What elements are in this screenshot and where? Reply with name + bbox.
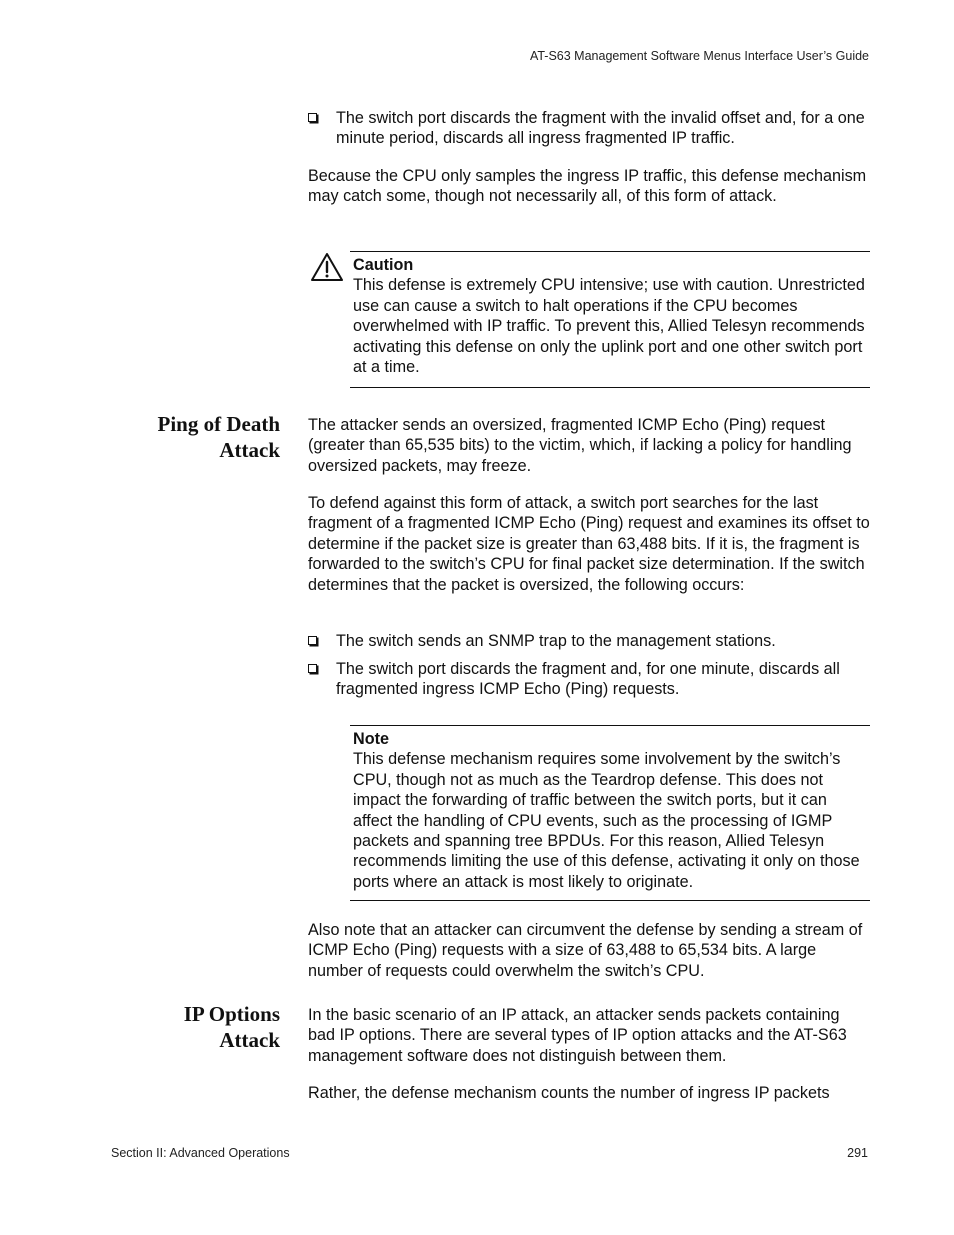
paragraph [308,493,870,595]
bullet-item [308,108,870,149]
paragraph-text: Also note that an attacker can circumvent the defense by sending a stream of ICMP Echo (Ping) requests with a size of 63,488 to 65,534 bits. A large number of requests could overwhelm the switch’s CPU. [308,921,863,980]
bullet-text: The switch port discards the fragment and, for one minute, discards all fragmented ingress ICMP Echo (Ping) requests. [336,660,840,699]
bullet-item [308,631,870,651]
caution-title: Caution [353,256,414,274]
note-body: This defense mechanism requires some involvement by the switch’s CPU, though not as much as the Teardrop defense. This does not impact the forwarding of traffic between the switch ports, but it can affect the handling of CPU events, such as the processing of IGMP packets and spanning tree BPDUs. For this reason, Allied Telesyn recommends limiting the use of this defense, activating it only on those ports where an attack is most likely to originate. [353,750,860,891]
caution-box [353,255,870,377]
paragraph [308,1005,870,1066]
note-title: Note [353,730,389,748]
heading-line: IP Options [183,1002,280,1026]
bullet-text: The switch sends an SNMP trap to the management stations. [336,632,776,650]
warning-triangle-icon [310,252,344,282]
caution-bottom-rule [350,387,870,388]
paragraph-text: In the basic scenario of an IP attack, an attacker sends packets containing bad IP options. There are several types of IP option attacks and the AT-S63 management software does not distinguish between them. [308,1006,847,1065]
checkbox-bullet-icon [308,636,317,645]
note-box [353,729,870,892]
running-header: AT-S63 Management Software Menus Interface User’s Guide [529,49,869,63]
heading-line: Attack [219,1028,280,1052]
paragraph [308,1083,870,1103]
paragraph [308,166,870,207]
paragraph [308,920,870,981]
page-number: 291 [847,1146,868,1160]
caution-top-rule [350,251,870,252]
paragraph-text: To defend against this form of attack, a switch port searches for the last fragment of a fragmented ICMP Echo (Ping) request and examines its offset to determine if the packet size is greater than 63,488 bits. If it is, the fragment is forwarded to the switch’s CPU for final packet size determination. If the switch determines that the packet is oversized, the following occurs: [308,494,870,594]
checkbox-bullet-icon [308,113,317,122]
section-heading-ping-of-death [100,411,280,463]
paragraph-text: The attacker sends an oversized, fragmented ICMP Echo (Ping) request (greater than 65,535 bits) to the victim, which, if lacking a policy for handling oversized packets, may freeze. [308,416,852,475]
section-heading-ip-options [100,1001,280,1053]
note-bottom-rule [350,900,870,901]
footer-section: Section II: Advanced Operations [111,1146,290,1160]
heading-line: Attack [219,438,280,462]
note-top-rule [350,725,870,726]
caution-body: This defense is extremely CPU intensive; use with caution. Unrestricted use can cause a switch to halt operations if the CPU becomes overwhelmed with IP traffic. To prevent this, Allied Telesyn recommends activating this defense on only the uplink port and one other switch port at a time. [353,276,865,377]
paragraph-text: Because the CPU only samples the ingress IP traffic, this defense mechanism may catch some, though not necessarily all, of this form of attack. [308,167,867,206]
heading-line: Ping of Death [157,412,280,436]
checkbox-bullet-icon [308,664,317,673]
bullet-item [308,659,870,700]
paragraph [308,415,870,476]
bullet-text: The switch port discards the fragment with the invalid offset and, for a one minute period, discards all ingress fragmented IP traffic. [336,109,865,148]
paragraph-text: Rather, the defense mechanism counts the number of ingress IP packets [308,1084,830,1102]
